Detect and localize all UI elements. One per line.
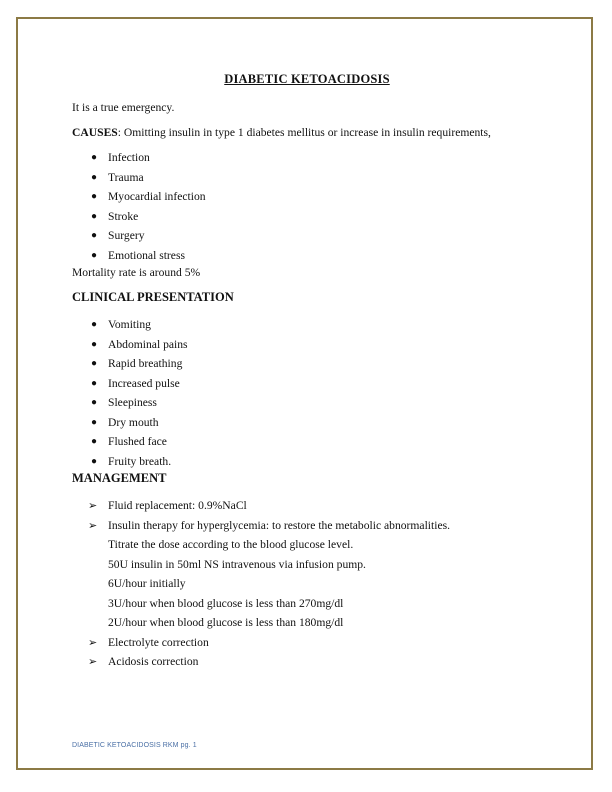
bullet-icon: ● [91,455,98,467]
list-item: ● Myocardial infection [72,187,542,207]
bullet-icon: ● [91,191,98,202]
insulin-line: Titrate the dose according to the blood glucose level. [108,538,354,551]
bullet-icon: ● [91,416,98,428]
bullet-icon: ● [91,210,98,222]
clinical-presentation-heading: CLINICAL PRESENTATION [72,290,234,304]
list-item: ● Increased pulse [72,374,542,394]
list-item: ● Abdominal pains [72,335,542,355]
document-title: DIABETIC KETOACIDOSIS [224,72,390,86]
page-footer: DIABETIC KETOACIDOSIS RKM pg. 1 [72,742,197,749]
causes-label: CAUSES [72,126,118,139]
insulin-line: 2U/hour when blood glucose is less than 180mg/dl [108,616,344,629]
bullet-icon: ● [91,152,98,163]
list-item: ● Trauma [72,168,542,188]
insulin-line: 6U/hour initially [108,577,186,590]
causes-paragraph [72,125,542,140]
bullet-icon: ● [91,358,98,369]
list-item: ● Stroke [72,207,542,227]
insulin-therapy: Insulin therapy for hyperglycemia: to restore the metabolic abnormalities. [108,518,451,532]
bullet-icon: ● [91,319,98,330]
list-item [72,633,542,653]
insulin-line: 3U/hour when blood glucose is less than 270mg/dl [108,596,344,610]
management-list [72,496,542,672]
bullet-icon: ● [91,230,98,241]
causes-list [72,148,542,265]
mortality-text: Mortality rate is around 5% [72,266,201,279]
list-item: ● Flushed face [72,432,542,452]
bullet-icon: ● [91,249,98,261]
causes-text: : Omitting insulin in type 1 diabetes mellitus or increase in insulin requirements, [117,126,491,139]
electrolyte-correction: Electrolyte correction [108,635,209,649]
list-item: ● Infection [72,148,542,168]
list-item [72,496,542,516]
bullet-icon: ● [91,171,98,183]
fluid-replacement: Fluid replacement: 0.9%NaCl [108,499,247,512]
bullet-icon: ● [91,377,98,389]
bullet-icon: ● [91,338,98,350]
clinical-presentation-list [72,315,542,471]
list-item [72,652,542,672]
list-item: ● Sleepiness [72,393,542,413]
list-item: ● Rapid breathing [72,354,542,374]
bullet-icon: ● [91,436,98,447]
management-heading: MANAGEMENT [72,471,167,485]
arrow-bullet-icon: ➢ [88,655,98,668]
arrow-bullet-icon: ➢ [88,635,98,649]
bullet-icon: ● [91,397,98,408]
document-body [72,72,542,672]
acidosis-correction: Acidosis correction [108,655,199,668]
insulin-line: 50U insulin in 50ml NS intravenous via infusion pump. [108,557,366,571]
arrow-bullet-icon: ➢ [88,499,98,512]
intro-text: It is a true emergency. [72,101,175,114]
arrow-bullet-icon: ➢ [88,518,98,532]
list-item [72,516,542,633]
list-item: ● Vomiting [72,315,542,335]
list-item: ● Fruity breath. [72,452,542,472]
list-item: ● Dry mouth [72,413,542,433]
list-item: ● Surgery [72,226,542,246]
list-item: ● Emotional stress [72,246,542,266]
